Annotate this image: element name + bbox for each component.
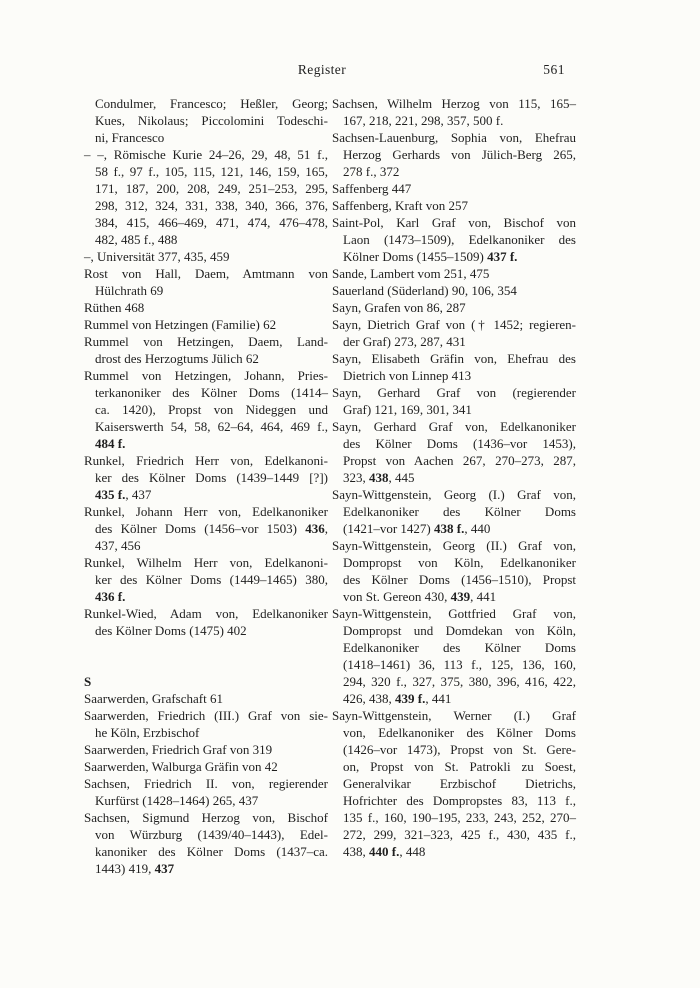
index-line: 1443) 419, 437 [95, 861, 175, 876]
index-line: Hofrichter des Dompropstes 83, 113 f., [343, 793, 576, 808]
index-line: Runkel, Wilhelm Herr von, Edelkanoni- [84, 555, 328, 570]
index-line: 437, 456 [95, 538, 141, 553]
index-line: Kölner Doms (1455–1509) 437 f. [343, 249, 518, 264]
index-entry [332, 95, 576, 129]
index-line: Runkel, Friedrich Herr von, Edelkanoni- [84, 453, 328, 468]
index-line: der Graf) 273, 287, 431 [343, 334, 466, 349]
index-entry [84, 146, 328, 248]
index-line: Propst von Aachen 267, 270–273, 287, [343, 453, 576, 468]
index-entry [332, 350, 576, 384]
index-line: 171, 187, 200, 208, 249, 251–253, 295, [95, 181, 328, 196]
index-entry [332, 418, 576, 486]
index-line: (1426–vor 1473), Propst von St. Gere- [343, 742, 576, 757]
index-column-left [84, 95, 328, 877]
index-line: Runkel-Wied, Adam von, Edelkanoniker [84, 606, 328, 621]
index-line: ker des Kölner Doms (1449–1465) 380, [95, 572, 328, 587]
index-line: drost des Herzogtums Jülich 62 [95, 351, 259, 366]
page-title: Register [297, 62, 347, 77]
index-line: 58 f., 97 f., 105, 115, 121, 146, 159, 165, [95, 164, 328, 179]
index-line: ca. 1420), Propst von Nideggen und [95, 402, 328, 417]
index-line: des Kölner Doms (1456–1510), Propst [343, 572, 576, 587]
index-line: Dompropst von Köln, Edelkanoniker [343, 555, 576, 570]
index-entry [84, 758, 328, 775]
index-line: ni, Francesco [95, 130, 165, 145]
index-entry [84, 248, 328, 265]
index-entry [332, 537, 576, 605]
index-line: Hülchrath 69 [95, 283, 164, 298]
index-entry [332, 180, 576, 197]
index-entry [84, 741, 328, 758]
index-line: Kaiserswerth 54, 58, 62–64, 464, 469 f., [95, 419, 328, 434]
index-line: Saarwerden, Walburga Gräfin von 42 [84, 759, 278, 774]
index-line: 384, 415, 466–469, 471, 474, 476–478, [95, 215, 328, 230]
index-line: Herzog Gerhards von Jülich-Berg 265, [343, 147, 576, 162]
index-line: Sayn, Elisabeth Gräfin von, Ehefrau des [332, 351, 576, 366]
index-line: 298, 312, 324, 331, 338, 340, 366, 376, [95, 198, 328, 213]
index-line: Laon (1473–1509), Edelkanoniker des [343, 232, 576, 247]
index-entry [332, 299, 576, 316]
index-line: Generalvikar Erzbischof Dietrichs, [343, 776, 576, 791]
index-line: on, Propst von St. Patrokli zu Soest, [343, 759, 576, 774]
index-line: Dietrich von Linnep 413 [343, 368, 472, 383]
index-entry [332, 707, 576, 860]
index-line: Sayn, Dietrich Graf von († 1452; regieren- [332, 317, 576, 332]
index-line: Edelkanoniker des Kölner Doms [343, 640, 576, 655]
index-line: Dompropst und Domdekan von Köln, [343, 623, 576, 638]
index-line: 482, 485 f., 488 [95, 232, 178, 247]
index-line: Sayn-Wittgenstein, Georg (II.) Graf von, [332, 538, 576, 553]
section-gap [84, 639, 328, 673]
index-line: Saarwerden, Friedrich Graf von 319 [84, 742, 273, 757]
index-line: Kues, Nikolaus; Piccolomini Todeschi- [95, 113, 328, 128]
index-line: 272, 299, 321–323, 425 f., 430, 435 f., [343, 827, 576, 842]
index-line: Sauerland (Süderland) 90, 106, 354 [332, 283, 517, 298]
index-line: Sayn-Wittgenstein, Werner (I.) Graf [332, 708, 576, 723]
index-line: (1421–vor 1427) 438 f., 440 [343, 521, 491, 536]
index-line: 436 f. [95, 589, 126, 604]
index-line: ker des Kölner Doms (1439–1449 [?]) [95, 470, 328, 485]
index-line: 426, 438, 439 f., 441 [343, 691, 452, 706]
index-entry [332, 316, 576, 350]
index-entry [84, 554, 328, 605]
index-line: – –, Römische Kurie 24–26, 29, 48, 51 f., [84, 147, 328, 162]
index-line: des Kölner Doms (1436–vor 1453), [343, 436, 576, 451]
index-line: Edelkanoniker des Kölner Doms [343, 504, 576, 519]
index-line: –, Universität 377, 435, 459 [84, 249, 230, 264]
index-line: 484 f. [95, 436, 126, 451]
index-line: Rummel von Hetzingen, Johann, Pries- [84, 368, 328, 383]
index-line: Sayn-Wittgenstein, Gottfried Graf von, [332, 606, 576, 621]
index-entry [84, 707, 328, 741]
index-entry [332, 282, 576, 299]
index-line: Rummel von Hetzingen, Daem, Land- [84, 334, 328, 349]
index-entry [332, 486, 576, 537]
index-line: kanoniker des Kölner Doms (1437–ca. [95, 844, 328, 859]
index-line: des Kölner Doms (1456–vor 1503) 436, [95, 521, 328, 536]
index-entry [332, 384, 576, 418]
index-line: Saarwerden, Grafschaft 61 [84, 691, 223, 706]
index-entry [84, 809, 328, 877]
index-entry [332, 129, 576, 180]
index-line: Sande, Lambert vom 251, 475 [332, 266, 490, 281]
index-line: von, Edelkanoniker des Kölner Doms [343, 725, 576, 740]
index-line: (1418–1461) 36, 113 f., 125, 136, 160, [343, 657, 576, 672]
index-line: terkanoniker des Kölner Doms (1414– [95, 385, 328, 400]
index-line: 435 f., 437 [95, 487, 152, 502]
index-line: Sayn, Grafen von 86, 287 [332, 300, 466, 315]
index-line: Saffenberg, Kraft von 257 [332, 198, 468, 213]
index-line: von St. Gereon 430, 439, 441 [343, 589, 497, 604]
index-line: Sayn-Wittgenstein, Georg (I.) Graf von, [332, 487, 576, 502]
index-line: des Kölner Doms (1475) 402 [95, 623, 247, 638]
index-line: Runkel, Johann Herr von, Edelkanoniker [84, 504, 328, 519]
index-line: Kurfürst (1428–1464) 265, 437 [95, 793, 259, 808]
index-entry [84, 503, 328, 554]
index-entry [332, 605, 576, 707]
index-line: 167, 218, 221, 298, 357, 500 f. [343, 113, 504, 128]
index-entry [84, 265, 328, 299]
index-line: Saffenberg 447 [332, 181, 412, 196]
index-entry [84, 316, 328, 333]
index-entry [84, 605, 328, 639]
index-line: Graf) 121, 169, 301, 341 [343, 402, 472, 417]
section-heading: S [84, 674, 92, 689]
index-line: Sachsen-Lauenburg, Sophia von, Ehefrau [332, 130, 576, 145]
index-entry [332, 214, 576, 265]
index-column-right [332, 95, 576, 860]
index-entry [84, 299, 328, 316]
index-line: von Würzburg (1439/40–1443), Edel- [95, 827, 328, 842]
index-line: 323, 438, 445 [343, 470, 415, 485]
index-entry [84, 775, 328, 809]
index-entry [84, 95, 328, 146]
index-entry [332, 197, 576, 214]
index-line: 294, 320 f., 327, 375, 380, 396, 416, 422, [343, 674, 576, 689]
page-number: 561 [543, 62, 565, 77]
index-line: he Köln, Erzbischof [95, 725, 200, 740]
index-line: 278 f., 372 [343, 164, 400, 179]
index-line: Condulmer, Francesco; Heßler, Georg; [95, 96, 328, 111]
index-line: Sachsen, Wilhelm Herzog von 115, 165– [332, 96, 576, 111]
index-entry [332, 265, 576, 282]
index-entry [84, 690, 328, 707]
index-line: Rüthen 468 [84, 300, 145, 315]
index-entry [84, 367, 328, 452]
index-line: 438, 440 f., 448 [343, 844, 426, 859]
index-line: Rost von Hall, Daem, Amtmann von [84, 266, 328, 281]
index-line: Rummel von Hetzingen (Familie) 62 [84, 317, 277, 332]
index-line: Saarwerden, Friedrich (III.) Graf von sie- [84, 708, 328, 723]
index-entry [84, 452, 328, 503]
index-line: 135 f., 160, 190–195, 233, 243, 252, 270– [343, 810, 576, 825]
index-line: Saint-Pol, Karl Graf von, Bischof von [332, 215, 576, 230]
index-line: Sachsen, Sigmund Herzog von, Bischof [84, 810, 328, 825]
index-entry [84, 333, 328, 367]
index-line: Sachsen, Friedrich II. von, regierender [84, 776, 328, 791]
index-line: Sayn, Gerhard Graf von, Edelkanoniker [332, 419, 576, 434]
index-line: Sayn, Gerhard Graf von (regierender [332, 385, 576, 400]
